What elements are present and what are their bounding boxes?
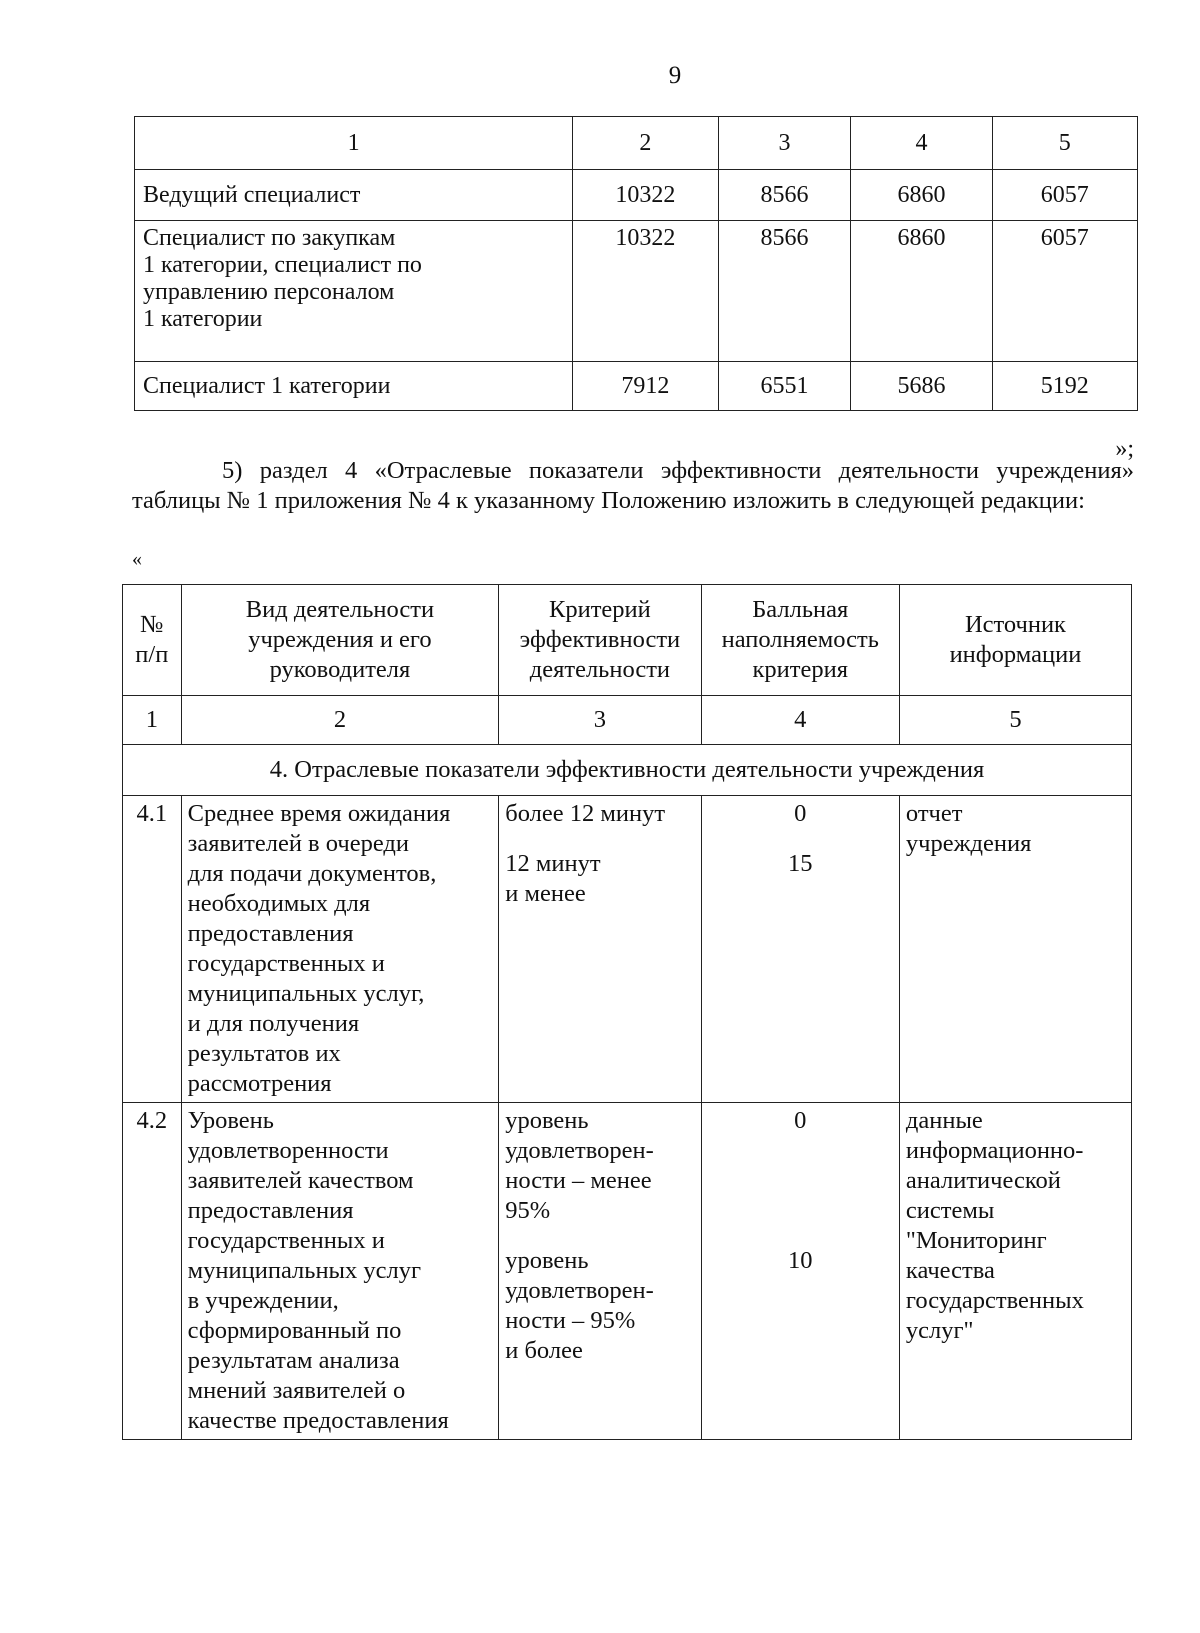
table-row — [135, 362, 1138, 411]
header-source — [899, 585, 1131, 696]
score-value: 10 — [787, 1247, 813, 1274]
table-row — [123, 1103, 1132, 1440]
position-name: Специалист 1 категории — [135, 362, 573, 411]
text-line: Вид деятельности — [245, 596, 435, 623]
activity-cell — [181, 1103, 499, 1440]
value-cell: 10322 — [573, 170, 718, 221]
value-cell: 8566 — [718, 221, 851, 362]
text-line: руководителя — [269, 656, 411, 683]
body-paragraph: 5) раздел 4 «Отраслевые показатели эффективности деятельности учреждения» таблицы № 1 приложения № 4 к указанному Положению изложить в следующей редакции: — [132, 457, 1134, 514]
text-line: уровень — [505, 1247, 589, 1274]
value-cell: 7912 — [573, 362, 718, 411]
text-line: Балльная — [752, 596, 849, 623]
text-line: муниципальных услуг, — [187, 980, 425, 1007]
text-line: аналитической — [905, 1167, 1061, 1194]
text-line: удовлетворенности — [187, 1137, 389, 1164]
text-line: и более — [505, 1337, 583, 1364]
text-line: учреждения — [905, 830, 1032, 857]
salary-table — [134, 116, 1138, 411]
text-line: необходимых для — [187, 890, 371, 917]
source-cell — [899, 796, 1131, 1103]
table-row — [123, 796, 1132, 1103]
score-value: 0 — [794, 1107, 807, 1134]
value-cell: 6551 — [718, 362, 851, 411]
text-line: мнений заявителей о — [187, 1377, 406, 1404]
position-name — [135, 221, 573, 362]
text-line: данные — [905, 1107, 983, 1134]
column-number: 4 — [701, 696, 899, 745]
text-line: результатов их — [187, 1040, 341, 1067]
text-line: качестве предоставления — [187, 1407, 449, 1434]
text-line: п/п — [135, 641, 169, 668]
source-cell — [899, 1103, 1131, 1440]
text-line: управлению персоналом — [143, 279, 395, 305]
text-line: Специалист по закупкам — [143, 225, 396, 251]
text-line: 12 минут — [505, 850, 601, 877]
text-line: учреждения и его — [248, 626, 432, 653]
header-cell: 1 — [135, 117, 573, 170]
text-line: уровень — [505, 1107, 589, 1134]
criterion-cell — [499, 796, 701, 1103]
score-cell — [701, 796, 899, 1103]
text-line: информационно- — [905, 1137, 1084, 1164]
table-header-row — [135, 117, 1138, 170]
text-line: системы — [905, 1197, 995, 1224]
text-line: и для получения — [187, 1010, 360, 1037]
text-line: услуг" — [905, 1317, 974, 1344]
text-line: критерия — [752, 656, 848, 683]
indicators-table — [122, 584, 1132, 1440]
header-cell: 3 — [718, 117, 851, 170]
text-line: предоставления — [187, 920, 354, 947]
text-line: и менее — [505, 880, 586, 907]
text-line: Среднее время ожидания — [187, 800, 451, 827]
activity-cell — [181, 796, 499, 1103]
text-line: муниципальных услуг — [187, 1257, 422, 1284]
text-line: 1 категории, специалист по — [143, 252, 422, 278]
table-row — [135, 221, 1138, 362]
section-title: 4. Отраслевые показатели эффективности деятельности учреждения — [123, 745, 1132, 796]
text-line: ности – 95% — [505, 1307, 636, 1334]
text-line: качества — [905, 1257, 995, 1284]
value-cell: 6057 — [992, 221, 1137, 362]
text-line: удовлетворен- — [505, 1137, 654, 1164]
text-line: Критерий — [549, 596, 651, 623]
text-line: удовлетворен- — [505, 1277, 654, 1304]
value-cell: 6057 — [992, 170, 1137, 221]
value-cell: 8566 — [718, 170, 851, 221]
header-cell: 5 — [992, 117, 1137, 170]
header-cell: 4 — [851, 117, 992, 170]
value-cell: 5192 — [992, 362, 1137, 411]
text-line: результатам анализа — [187, 1347, 400, 1374]
score-cell — [701, 1103, 899, 1440]
text-line: эффективности — [519, 626, 681, 653]
text-line: более 12 минут — [505, 800, 666, 827]
text-line: государственных и — [187, 950, 385, 977]
score-value: 0 — [794, 800, 807, 827]
value-cell: 10322 — [573, 221, 718, 362]
section-row — [123, 745, 1132, 796]
criterion-cell — [499, 1103, 701, 1440]
column-number: 1 — [123, 696, 182, 745]
text-line: 1 категории — [143, 306, 263, 332]
column-number: 3 — [499, 696, 701, 745]
text-line: наполняемость — [721, 626, 879, 653]
text-line: Уровень — [187, 1107, 274, 1134]
table-row — [135, 170, 1138, 221]
value-cell: 6860 — [851, 170, 992, 221]
header-criterion — [499, 585, 701, 696]
column-number: 5 — [899, 696, 1131, 745]
page-number: 9 — [668, 62, 682, 89]
text-line: деятельности — [529, 656, 671, 683]
header-activity — [181, 585, 499, 696]
text-line: № — [140, 611, 164, 638]
text-line: государственных и — [187, 1227, 385, 1254]
text-line: информации — [949, 641, 1082, 668]
text-line: сформированный по — [187, 1317, 402, 1344]
score-value: 15 — [787, 850, 813, 877]
text-line: ности – менее — [505, 1167, 652, 1194]
header-score — [701, 585, 899, 696]
header-cell: 2 — [573, 117, 718, 170]
closing-quote: »; — [1115, 436, 1134, 462]
text-line: заявителей в очереди — [187, 830, 409, 857]
column-number: 2 — [181, 696, 499, 745]
text-line: заявителей качеством — [187, 1167, 414, 1194]
text-line: отчет — [905, 800, 963, 827]
text-line: в учреждении, — [187, 1287, 339, 1314]
text-line: "Мониторинг — [905, 1227, 1047, 1254]
row-number: 4.1 — [123, 796, 182, 1103]
table-header-row — [123, 585, 1132, 696]
column-number-row — [123, 696, 1132, 745]
header-num — [123, 585, 182, 696]
text-line: 95% — [505, 1197, 551, 1224]
value-cell: 6860 — [851, 221, 992, 362]
text-line: Источник — [964, 611, 1066, 638]
text-line: для подачи документов, — [187, 860, 437, 887]
text-line: государственных — [905, 1287, 1084, 1314]
row-number: 4.2 — [123, 1103, 182, 1440]
text-line: предоставления — [187, 1197, 354, 1224]
opening-quote: « — [132, 548, 142, 570]
position-name: Ведущий специалист — [135, 170, 573, 221]
value-cell: 5686 — [851, 362, 992, 411]
text-line: рассмотрения — [187, 1070, 332, 1097]
